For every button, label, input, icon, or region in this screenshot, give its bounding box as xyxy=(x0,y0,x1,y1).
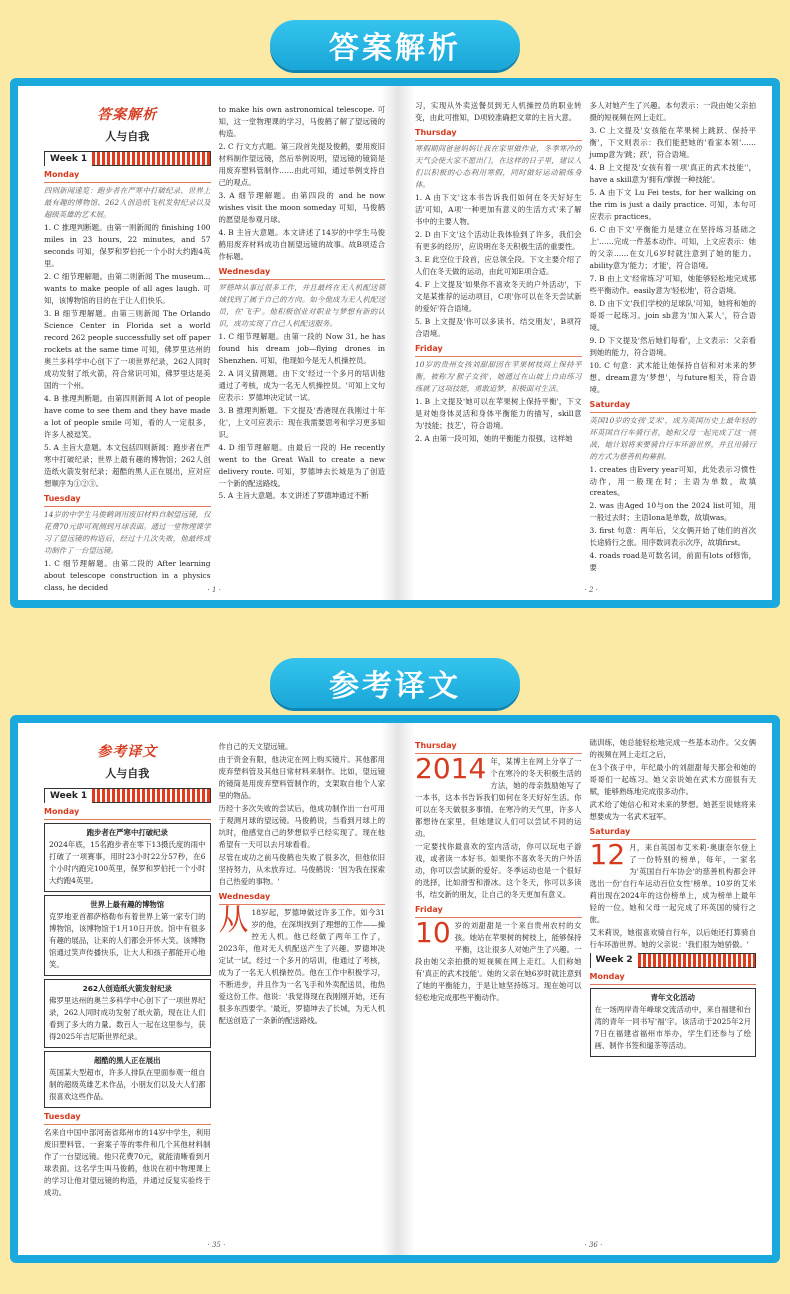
paragraph: 7. B 由上文'经常练习'可知，她能够轻松地完成那些平衡动作。easily意为'轻松地'，符合语境。 xyxy=(589,273,756,295)
translation-banner: 参考译文 xyxy=(270,658,520,708)
paragraph-text: 年，某博主在网上分享了一个在寒冷的冬天积极生活的方法，她的母亲鼓励她写了一本书，这本书告诉我们如何在冬天好好生活。你可以在冬天做很多事情。在寒冷的天气里，许多人都想待在家里，但她建议人们可以尝试不同的运动。 xyxy=(415,756,582,838)
day-tuesday: Tuesday xyxy=(44,1111,211,1125)
day-monday: Monday xyxy=(590,971,757,985)
paragraph xyxy=(218,902,386,1027)
day-friday: Friday xyxy=(415,904,582,918)
news-text: 佛罗里达州的奥兰多科学中心创下了一项世界纪录，262人同时成功发射了纸火箭，现在让人们看到了多大的力量。数百人一起在这里参与，获得2025年吉尼斯世界纪录。 xyxy=(49,996,206,1042)
paragraph: 4. roads road是可数名词，前面有lots of修饰，要 xyxy=(589,551,756,573)
answers-right-col2 xyxy=(590,100,757,582)
paragraph: 3. A 细节理解题。由第四段的 and he now wishes visit the moon someday 可知，马俊鹤的愿望是参观月球。 xyxy=(218,190,385,224)
paragraph: 1. C 细节理解题。由第一段的 Now 31, he has found his dream job—flying drones in Shenzhen. 可知，他现如今是无人机操控员。 xyxy=(218,331,385,365)
paragraph: 10. C 句意：武术能让她保持自信和对未来的梦想。dream意为'梦想'，与future相关，符合语境。 xyxy=(589,360,756,394)
page-number: · 35 · xyxy=(207,1240,226,1249)
translation-right-col2 xyxy=(590,737,757,1237)
week-stripe xyxy=(92,789,209,802)
paragraph: 5. A 主旨大意题。本文讲述了罗德坤通过不断 xyxy=(218,491,369,501)
day-monday: Monday xyxy=(44,169,211,183)
paragraph: 在3个孩子中，年纪最小的刘甜甜每天都会和她的哥哥们一起练习。她父亲说她在武术方面很有天赋，能够熟练地完成很多动作。 xyxy=(589,762,756,796)
week-header xyxy=(590,953,757,968)
translation-page-right xyxy=(397,723,772,1255)
news-title: 青年文化活动 xyxy=(650,992,695,1002)
paragraph-text: 18岁起，罗德坤做过许多工作。如今31岁的他，在深圳找到了理想的工作——操控无人机。他已经做了两年工作了，2023年，他对无人机配送产生了兴趣。罗德坤决定试一试。经过一个多月的培训，他通过了考核，成为了一名无人机操控员。他在工作中积极学习，不断进步，并且作为一名飞手和外卖配送员，他热爱这份工作。他说：'我觉得现在我刚刚开始，还有很多东西要学。'最近，罗德坤去了长城，为无人机配送创造了一条新的配送路线。 xyxy=(218,907,385,1025)
paragraph: to make his own astronomical telescope. 可知，这一堂物理课的学习，马俊鹤了解了望远镜的构造。 xyxy=(218,105,385,138)
page-number: · 1 · xyxy=(207,585,221,594)
paragraph: 一定要找你最喜欢的室内活动，你可以玩电子游戏，或者读一本好书。如果你不喜欢冬天的户外活动，你可以尝试新的爱好。冬季运动也是一个很好的选择，比如滑雪和滑冰。这个冬天，你可以多读书，结交新的朋友，让自己的冬天更加有意义。 xyxy=(415,841,582,899)
section-title: 答案解析 xyxy=(97,107,158,123)
paragraph: 9. D 下文提及'然后她们每看'，上文表示：父亲看到她的能力，符合语境。 xyxy=(589,335,756,357)
week-header xyxy=(44,788,211,803)
paragraph: 3. E 此空位于段首，应总领全段。下文主要介绍了人们在冬天做的运动，由此可知E项合适。 xyxy=(415,254,582,276)
week-label: Week 1 xyxy=(45,152,92,167)
day-wednesday: Wednesday xyxy=(219,891,386,905)
week-label: Week 2 xyxy=(591,953,638,968)
week-stripe xyxy=(92,152,209,165)
paragraph: 4. B 上文提及'女孩有着一项'真正的武术技能''，have a skill意为'拥有/掌握一种技能'。 xyxy=(589,162,756,184)
news-text: 在一场两岸青年峰球交流活动中，来自福建和台湾的青年一同书写'福'字。该活动于2025年2月7日在福建省福州市举办，学生们还参与了绘画、制作书签和遛茶等活动。 xyxy=(594,1004,751,1050)
paragraph: 4. D 细节理解题。由最后一段的 He recently went to the Great Wall to create a new delivery route. 可知，罗德坤去长城是为了创造一个新的配送路线。 xyxy=(218,442,385,488)
news-title: 262人创造纸火箭发射纪录 xyxy=(82,984,172,994)
paragraph: 1. C 细节理解题。由第二段的 After learning about telescope construction in a physics class, he decided xyxy=(44,558,211,592)
paragraph: 尽管在成功之前马俊鹤也失败了很多次，但他依旧坚持努力，从未放弃过。马俊鹤说：'因为我在探索自己热爱的事物。' xyxy=(218,852,385,886)
answers-banner: 答案解析 xyxy=(270,20,520,70)
answers-right-col1 xyxy=(415,100,582,582)
section-title: 参考译文 xyxy=(97,744,158,760)
drop-year: 2014 xyxy=(415,751,487,785)
paragraph: 武术给了她信心和对未来的梦想。她甚至说她将来想要成为一名武术冠军。 xyxy=(589,799,756,821)
day-thursday: Thursday xyxy=(415,740,582,754)
section-subtitle: 人与自我 xyxy=(105,766,150,780)
translation-book xyxy=(18,723,772,1255)
page-number: · 2 · xyxy=(584,585,598,594)
paragraph: 4. B 推理判断题。由第四则新闻 A lot of people have come to see them and they have made a lot of people smile 可知，看的人一定很多，许多人被逗笑。 xyxy=(44,394,211,440)
day-saturday: Saturday xyxy=(590,826,757,840)
paragraph: 英国10岁的女孩'艾米'，成为英国历史上最年轻的环英国自行车骑行者，她和父母一起完成了这一挑战，她计划将来要骑自行车环游世界，并且用骑行的方式为慈善机构募捐。 xyxy=(589,415,756,461)
paragraph: 1. B 上文提及'她可以在苹果树上保持平衡'，下文是对她身体灵活和身体平衡能力的描写，skill意为'技能；技艺'，符合语境。 xyxy=(415,396,582,430)
news-title: 跑步者在严寒中打破纪录 xyxy=(86,828,168,838)
translation-left-col1 xyxy=(44,741,211,1237)
drop-number: 12 xyxy=(589,837,626,871)
news-box xyxy=(590,988,757,1057)
paragraph: 1. creates 由Every year可知，此处表示习惯性动作，用一般现在时；主语为单数，故填creates。 xyxy=(589,464,756,498)
day-tuesday: Tuesday xyxy=(44,493,211,507)
news-box xyxy=(44,823,211,892)
paragraph xyxy=(415,751,582,840)
paragraph: 习，实现从外卖送餐员到无人机操控员的职业转变，由此可推知，D项较准确把文章的主旨大意。 xyxy=(415,101,582,122)
translation-right-col1 xyxy=(415,737,582,1237)
day-saturday: Saturday xyxy=(590,399,757,413)
paragraph: 2. A 词义猜测题。由下文'经过一个多月的培训他通过了考核，成为一名无人机操控员。'可知上文句应表示：罗德坤决定试一试。 xyxy=(218,368,385,402)
day-wednesday: Wednesday xyxy=(219,266,386,280)
paragraph: 艾米莉说，她很喜欢骑自行车，以后她还打算骑自行车环游世界。她的父亲说：'我们很为她骄傲。' xyxy=(589,927,756,949)
section-subtitle: 人与自我 xyxy=(105,129,150,143)
paragraph: 历经十多次失败的尝试后，他成功制作出一台可用于观测月球的望远镜。马俊鹤说，当看到月球上的坑时，他感觉自己的梦想似乎已经实现了。现在他希望有一天可以去月球看看。 xyxy=(218,803,385,849)
paragraph: 3. C 上文提及'女孩能在苹果树上跳跃、保持平衡'，下文则表示：我们能把她的'看家本领'…… jump意为'跳；跃'，符合语境。 xyxy=(589,125,756,159)
answers-book xyxy=(18,86,772,600)
news-text: 克罗地亚首都萨格勒布有着世界上第一家专门的博物馆，该博物馆于1月10日开放。馆中有很多有趣的展品，让来的人们都会开怀大笑。该博物馆通过笑声传播快乐，让大人和孩子都能开心地笑。 xyxy=(49,912,206,970)
paragraph xyxy=(589,837,757,926)
paragraph: 2. C 行文方式题。第三段首先提及俊鹤，要用废旧材料制作望远镜，然后举例说明，望远镜的镜筒是用废弃塑料管制作……由此可知，通过举例支持自己的观点。 xyxy=(218,141,385,187)
news-box xyxy=(44,895,211,976)
answers-page-left xyxy=(18,86,397,600)
translation-left-col2 xyxy=(219,741,386,1237)
answers-spread xyxy=(10,78,780,608)
paragraph: 1. A 由下文'这本书告诉我们如何在冬天好好生活'可知，A项'一种更加有意义的生活方式'来了解书中的主要人物。 xyxy=(415,192,582,226)
answers-page-right xyxy=(397,86,772,600)
paragraph: 名来自中国中部河南省郑州市的14岁中学生，利用废旧塑料管、一套案子等的零件和几个其他材料制作了一台望远镜。他只花费70元，就能清晰看到月球表面。这名学生叫马俊鹤，他说在初中物理课上的学习让他对望远镜的构造，并通过反复实验终于成功。 xyxy=(44,1128,211,1197)
answers-left-col2 xyxy=(219,104,386,582)
paragraph: 3. B 细节理解题。由第三则新闻 The Orlando Science Center in Florida set a world record 262 people successfully set off paper rockets at the same time 可知，佛罗里达州的奥兰多科学中心创下了一项世界纪录，262人同时成功发射了纸火箭，符合常识可知，佛罗里达是美国的一个州。 xyxy=(44,309,211,391)
paragraph xyxy=(415,915,582,1004)
news-text: 英国某大型超市，许多人排队在里面参观一组自制的超级英雄艺术作品，小朋友们以及大人们都很喜欢这些作品。 xyxy=(49,1068,206,1102)
paragraph: 多人对她产生了兴趣。本句表示：一段由她父亲拍摄的短视频在网上走红。 xyxy=(589,101,756,122)
paragraph: 由于资金有限，他决定在网上购买镜片。其他都用废弃塑料管及其他日常材料来制作。比如，望远镜的镜筒是用废弃塑料管制作的，支架取自他个人家里的物品。 xyxy=(218,754,385,800)
paragraph: 础训练，她总能轻松地完成一些基本动作。父女俩的视频在网上走红之后， xyxy=(589,738,756,759)
paragraph: 6. C 由下文'平衡能力是建立在坚持练习基础之上'……完成一件基本动作。可知，上文应表示：她的父亲……在女儿6岁时就注意到了她的能力。ability意为'能力；才能'，符合语境。 xyxy=(589,224,756,270)
week-header xyxy=(44,151,211,166)
paragraph: 4. F 上文提及'如果你不喜欢冬天的户外活动'，下文是某推荐的运动项目，C项'你可以在冬天尝试新的爱好'符合语境。 xyxy=(415,279,582,313)
paragraph: 14岁的中学生马俊鹤调用废旧材料自制望远镜，仅花费70元即可观测到月球表面。通过一堂物理课学习了望远镜的构造后，经过十几次失败，他最终成功制作了一台望远镜。 xyxy=(44,510,211,555)
paragraph-text: 岁的刘甜甜是一个来自贵州农村的女孩。她站在苹果树的树枝上，能够保持平衡，这让很多人对她产生了兴趣。一段由她父亲拍摄的短视频在网上走红。人们称她有'真正的武术技能'。她的父亲在她6岁时就注意到了她的平衡能力，于是让她坚持练习。现在她可以轻松地完成那些平衡动作。 xyxy=(415,920,582,1002)
week-label: Week 1 xyxy=(45,789,92,804)
paragraph: 3. first 句意：两年后，父女俩开始了她们的首次长途骑行之旅。用序数词表示次序，故填first。 xyxy=(589,526,756,548)
paragraph: 寒假期间爸爸妈妈让我在家里做作业，冬季寒冷的天气会使大家不愿出门，在这样的日子里，建议人们以积极的心态利用寒假，同时做好运动锻炼身体。 xyxy=(415,143,582,189)
paragraph: 10岁的贵州女孩刘甜甜因在苹果树枝间上保持平衡，被称为'猴子女孩'，她通过在山坡上自由练习练就了这项技能，勇敢追梦，积极面对生活。 xyxy=(415,359,582,393)
paragraph: 5. A 主旨大意题。本文包括四则新闻：跑步者在严寒中打破纪录；世界上最有趣的博物馆；262人创造纸火箭发射纪录；超酷的黑人正在展出，应对应想顺序为①②③。 xyxy=(44,443,211,489)
paragraph: 4. B 主旨大意题。本文讲述了14岁的中学生马俊鹤用废弃材料成功自制望远镜的故事。故B项适合作标题。 xyxy=(218,227,385,261)
paragraph: 3. B 推理判断题。下文提及'香港现在我刚过十年化'，上文可应表示：现在我需要思考和学习更多知识。 xyxy=(218,405,385,439)
day-thursday: Thursday xyxy=(415,127,582,141)
paragraph: 2. A 由第一段可知，她的平衡能力很强，这样她 xyxy=(415,433,573,443)
day-monday: Monday xyxy=(44,806,211,820)
news-title: 超酷的黑人正在展出 xyxy=(93,1056,161,1066)
news-box xyxy=(44,979,211,1048)
day-friday: Friday xyxy=(415,343,582,357)
page-number: · 36 · xyxy=(584,1240,603,1249)
paragraph: 作自己的天文望远镜。 xyxy=(218,742,293,751)
translation-page-left xyxy=(18,723,397,1255)
paragraph: 罗德坤从事过很多工作，并且最终在无人机配送领域找到了属于自己的方向。如今他成为无人机配送员，在'飞手'。他积极创业对职业与梦想有新的认识，成功实现了自己人机配送服务。 xyxy=(218,282,385,328)
paragraph: 5. B 上文提及'你可以多读书、结交朋友'，B项符合语境。 xyxy=(415,316,582,338)
paragraph: 8. D 由下文'我们学校的足球队'可知，她将和她的哥哥一起练习。join sb意为'加入某人'，符合语境。 xyxy=(589,298,756,332)
paragraph: 1. C 推理判断题。由第一则新闻的 finishing 100 miles in 23 hours, 22 minutes, and 57 seconds 可知，保罗和罗伯托一个小时大约跑4英里。 xyxy=(44,223,211,269)
answers-left-col1 xyxy=(44,104,211,592)
paragraph: 2. D 由下文'这个活动让我体验到了许多，我们会有更多的经历'，应说明在冬天积极生活的重要性。 xyxy=(415,229,582,251)
week-stripe xyxy=(638,954,755,967)
paragraph-text: 月，来自英国布艾米莉·奥康奈尔登上了一份特别的榜单，每年，一家名为'英国自行车协会'的慈善机构都会评选出一份'自行车运动百位女性'榜单。10岁的艾米莉出现在2024年的这份榜单上，成为榜单上最年轻的一位。她和父母一起完成了环英国的骑行之旅。 xyxy=(589,842,756,924)
translation-spread xyxy=(10,715,780,1263)
paragraph: 5. A 由下文 Lu Fei tests, for her walking on the rim is just a daily practice. 可知，本句可应表示 practices。 xyxy=(589,187,756,221)
paragraph: 2. C 细节理解题。由第二则新闻 The museum... wants to make people of all ages laugh. 可知，该博物馆的目的在于让人们快乐。 xyxy=(44,272,211,306)
paragraph: 2. was 由Aged 10与on the 2024 list可知，用一般过去时；主语Iona是单数，故填was。 xyxy=(589,501,756,523)
drop-cap: 从 xyxy=(218,902,249,938)
news-title: 世界上最有趣的博物馆 xyxy=(90,900,165,910)
paragraph: 四则新闻速览：跑步者在严寒中打破纪录、世界上最有趣的博物馆、262人创造纸飞机发射纪录以及超级英雄的艺术展。 xyxy=(44,186,211,220)
drop-number: 10 xyxy=(415,915,451,949)
news-box xyxy=(44,1051,211,1108)
news-text: 2024年底，15名跑步者在零下13摄氏度的雨中打破了一项赛事，用时23小时22分57秒，在6个小时内跑完100英里，保罗和罗伯托一个小时大约跑4英里。 xyxy=(49,840,206,886)
